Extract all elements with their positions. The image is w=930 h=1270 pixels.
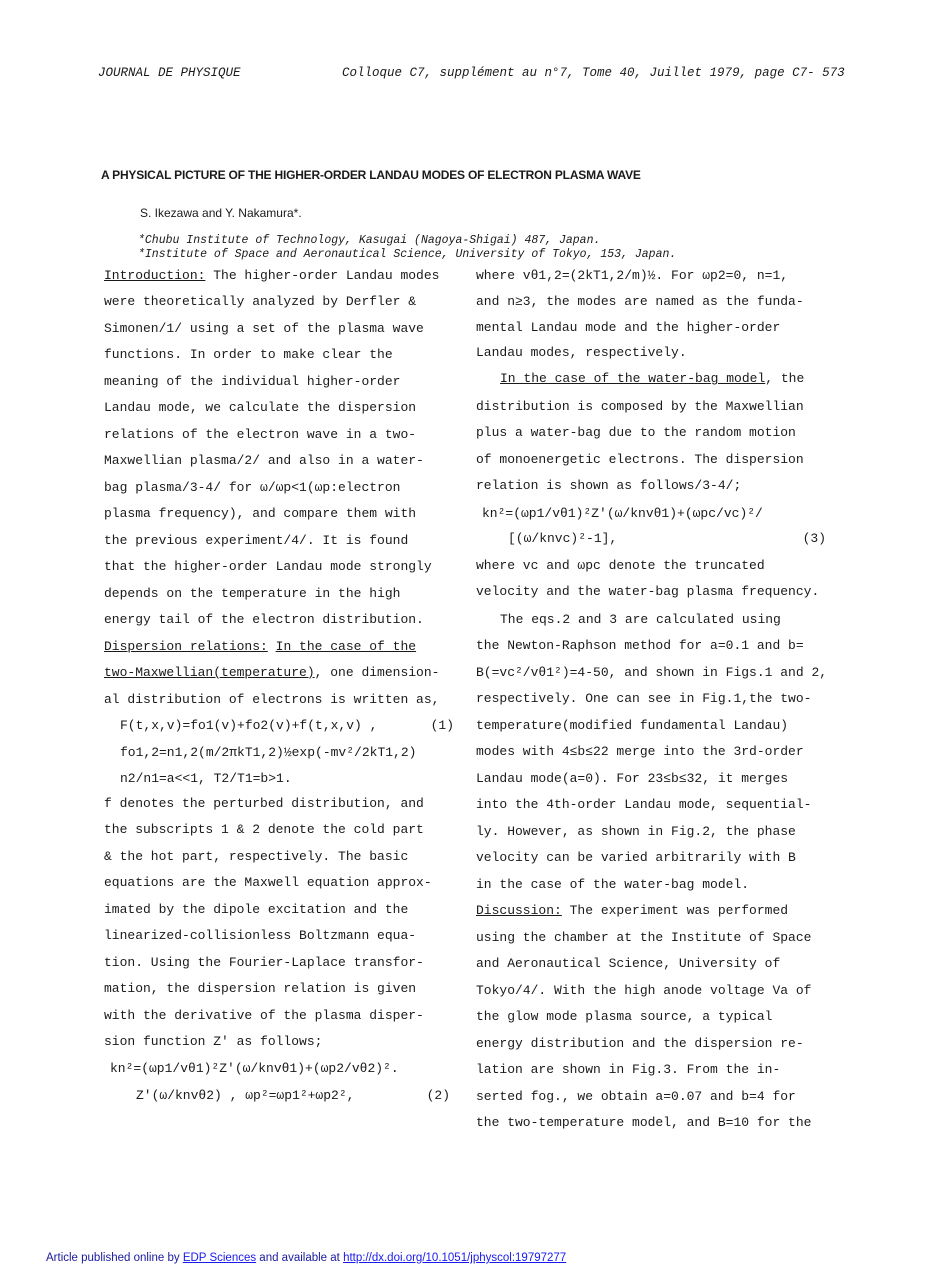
text-line: were theoretically analyzed by Derfler & — [104, 294, 417, 309]
text-line: and n≥3, the modes are named as the funda- — [476, 294, 804, 309]
text-line: the subscripts 1 & 2 denote the cold part — [104, 822, 424, 837]
text-line: Tokyo/4/. With the high anode voltage Va of — [476, 983, 812, 998]
publisher-link[interactable]: EDP Sciences — [182, 1252, 257, 1264]
text-line: relations of the electron wave in a two- — [104, 427, 417, 442]
text-line: tion. Using the Fourier-Laplace transfor- — [104, 955, 424, 970]
text-line: mental Landau mode and the higher-order — [476, 320, 781, 335]
text-line: Introduction: The higher-order Landau modes — [104, 268, 440, 283]
text-line: that the higher-order Landau mode strongly — [104, 559, 432, 574]
text-line: Landau mode(a=0). For 23≤b≤32, it merges — [476, 771, 789, 786]
equation-3-line-2: [(ω/knvc)²-1], — [508, 531, 618, 546]
text-line: of monoenergetic electrons. The dispersion — [476, 452, 804, 467]
text-line: and Aeronautical Science, University of — [476, 956, 781, 971]
affiliation-1: *Chubu Institute of Technology, Kasugai (Nagoya-Shigai) 487, Japan. — [138, 234, 601, 247]
paper-title: A PHYSICAL PICTURE OF THE HIGHER-ORDER LANDAU MODES OF ELECTRON PLASMA WAVE — [101, 168, 641, 182]
text-line: B(=vc²/vθ1²)=4-50, and shown in Figs.1 and 2, — [476, 665, 828, 680]
text-line: modes with 4≤b≤22 merge into the 3rd-order — [476, 744, 804, 759]
text-line: in the case of the water-bag model. — [476, 877, 750, 892]
text-line: two-Maxwellian(temperature), one dimension- — [104, 665, 440, 680]
footer-prefix: Article published online by — [46, 1252, 183, 1264]
text-line: equations are the Maxwell equation approx- — [104, 875, 432, 890]
equation-2-line-2: Z'(ω/knvθ2) , ωp²=ωp1²+ωp2², — [136, 1088, 355, 1103]
text-line: Landau modes, respectively. — [476, 345, 687, 360]
text-line: energy tail of the electron distribution. — [104, 612, 424, 627]
text-line: bag plasma/3-4/ for ω/ωp<1(ωp:electron — [104, 480, 401, 495]
text-line: energy distribution and the dispersion re- — [476, 1036, 804, 1051]
equation-2: kn²=(ωp1/vθ1)²Z'(ω/knvθ1)+(ωp2/vθ2)². — [110, 1061, 399, 1076]
text-line: In the case of the water-bag model, the — [500, 371, 805, 386]
equation-number-2: (2) — [426, 1088, 450, 1103]
text-line: & the hot part, respectively. The basic — [104, 849, 409, 864]
equation-1-line-3: n2/n1=a<<1, T2/T1=b>1. — [120, 771, 292, 786]
text-line: al distribution of electrons is written as, — [104, 692, 440, 707]
text-line: velocity and the water-bag plasma frequency. — [476, 584, 820, 599]
text-line: into the 4th-order Landau mode, sequential- — [476, 797, 812, 812]
text-line: temperature(modified fundamental Landau) — [476, 718, 789, 733]
text-line: with the derivative of the plasma disper- — [104, 1008, 424, 1023]
text-line: the Newton-Raphson method for a=0.1 and b= — [476, 638, 804, 653]
text-line: where vθ1,2=(2kT1,2/m)½. For ωp2=0, n=1, — [476, 268, 789, 283]
publication-footer — [46, 1252, 566, 1264]
authors: S. Ikezawa and Y. Nakamura*. — [140, 206, 302, 220]
right-column — [476, 268, 832, 1138]
text-line: linearized-collisionless Boltzmann equa- — [104, 928, 417, 943]
colloque-reference: Colloque C7, supplément au n°7, Tome 40, Juillet 1979, page C7- 573 — [342, 66, 845, 80]
text-line: the previous experiment/4/. It is found — [104, 533, 409, 548]
text-line: using the chamber at the Institute of Space — [476, 930, 812, 945]
text-line: depends on the temperature in the high — [104, 586, 401, 601]
text-line: lation are shown in Fig.3. From the in- — [476, 1062, 781, 1077]
equation-1-line-2: fo1,2=n1,2(m/2πkT1,2)½exp(-mv²/2kT1,2) — [120, 745, 417, 760]
text-line: Simonen/1/ using a set of the plasma wave — [104, 321, 424, 336]
text-line: distribution is composed by the Maxwellian — [476, 399, 804, 414]
text-line: functions. In order to make clear the — [104, 347, 393, 362]
text-line: serted fog., we obtain a=0.07 and b=4 for — [476, 1089, 796, 1104]
text-line: velocity can be varied arbitrarily with B — [476, 850, 796, 865]
text-line: ly. However, as shown in Fig.2, the phase — [476, 824, 796, 839]
equation-1: F(t,x,v)=fo1(v)+fo2(v)+f(t,x,v) , — [120, 718, 378, 733]
footer-middle: and available at — [256, 1252, 344, 1264]
text-line: Discussion: The experiment was performed — [476, 903, 789, 918]
text-line: plasma frequency), and compare them with — [104, 506, 417, 521]
text-line: respectively. One can see in Fig.1,the two- — [476, 691, 812, 706]
equation-number-1: (1) — [430, 718, 454, 733]
text-line: f denotes the perturbed distribution, and — [104, 796, 424, 811]
text-line: mation, the dispersion relation is given — [104, 981, 417, 996]
affiliation-2: *Institute of Space and Aeronautical Science, University of Tokyo, 153, Japan. — [138, 248, 677, 261]
equation-number-3: (3) — [802, 531, 826, 546]
equation-3: kn²=(ωp1/vθ1)²Z'(ω/knvθ1)+(ωpc/vc)²/ — [482, 506, 763, 521]
text-line: imated by the dipole excitation and the — [104, 902, 409, 917]
text-line: plus a water-bag due to the random motion — [476, 425, 796, 440]
text-line: the glow mode plasma source, a typical — [476, 1009, 773, 1024]
text-line: the two-temperature model, and B=10 for the — [476, 1115, 812, 1130]
text-line: sion function Z' as follows; — [104, 1034, 323, 1049]
text-line: The eqs.2 and 3 are calculated using — [500, 612, 781, 627]
text-line: where vc and ωpc denote the truncated — [476, 558, 765, 573]
text-line: Dispersion relations: In the case of the — [104, 639, 417, 654]
text-line: relation is shown as follows/3-4/; — [476, 478, 742, 493]
text-line: Landau mode, we calculate the dispersion — [104, 400, 417, 415]
text-line: Maxwellian plasma/2/ and also in a water- — [104, 453, 424, 468]
journal-name: JOURNAL DE PHYSIQUE — [98, 66, 241, 80]
doi-link[interactable]: http://dx.doi.org/10.1051/jphyscol:19797277 — [343, 1252, 567, 1264]
text-line: meaning of the individual higher-order — [104, 374, 401, 389]
left-column — [104, 268, 454, 1108]
